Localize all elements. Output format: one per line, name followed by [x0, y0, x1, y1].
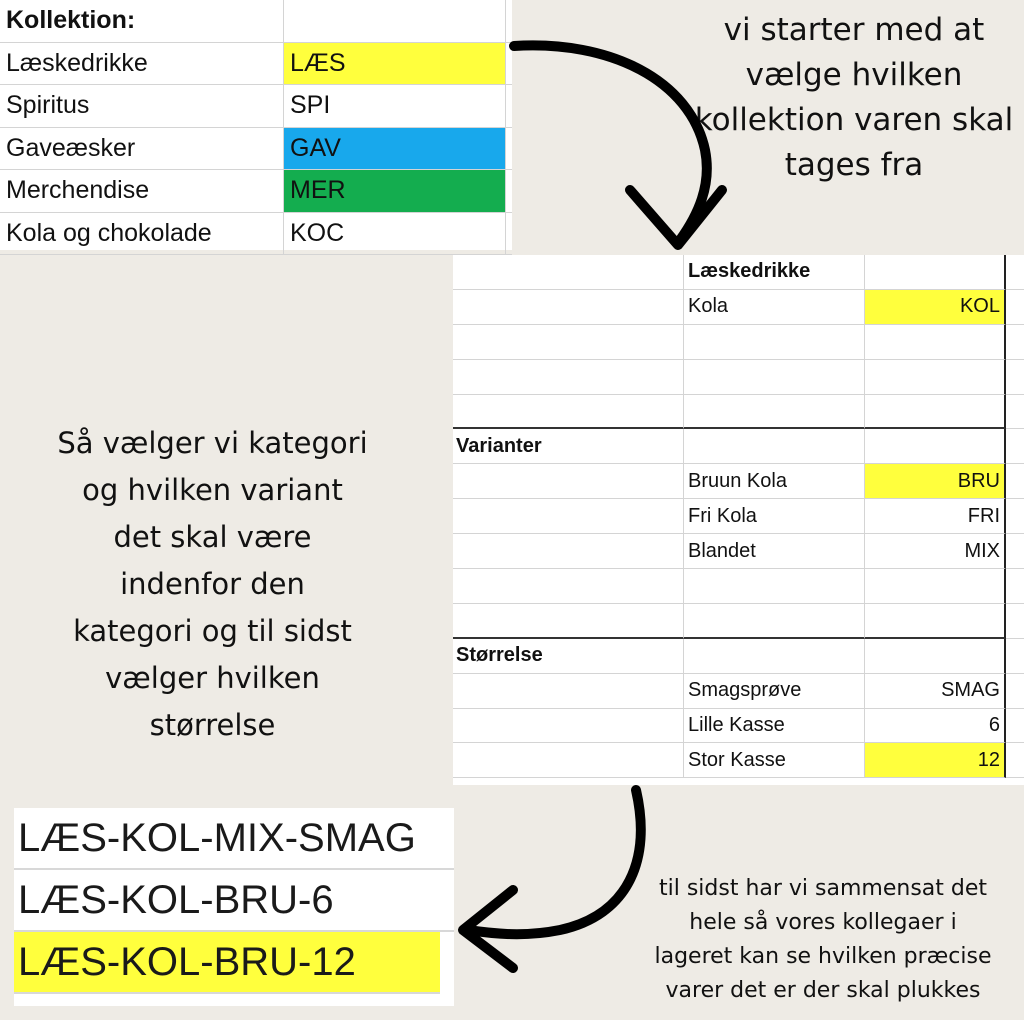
collection-name-cell[interactable]: Læskedrikke: [0, 43, 284, 86]
variant-name-cell[interactable]: Bruun Kola: [684, 464, 865, 499]
collection-code-cell[interactable]: MER: [284, 170, 506, 213]
collection-header[interactable]: Kollektion:: [0, 0, 284, 43]
size-name-cell[interactable]: Smagsprøve: [684, 674, 865, 709]
variant-code-cell[interactable]: MIX: [865, 534, 1006, 569]
collection-code-cell[interactable]: GAV: [284, 128, 506, 171]
variant-code-cell[interactable]: BRU: [865, 464, 1006, 499]
size-code-cell[interactable]: 6: [865, 709, 1006, 744]
size-code-cell[interactable]: SMAG: [865, 674, 1006, 709]
collection-code-cell[interactable]: LÆS: [284, 43, 506, 86]
collection-code-cell[interactable]: KOC: [284, 213, 506, 256]
sizes-title[interactable]: Størrelse: [453, 639, 684, 674]
note-category-variant: Så vælger vi kategori og hvilken variant det skal være indenfor den kategori og til sidst vælger hvilken størrelse: [57, 426, 368, 742]
size-name-cell[interactable]: Stor Kasse: [684, 743, 865, 778]
collection-name-cell[interactable]: Merchendise: [0, 170, 284, 213]
collection-name-cell[interactable]: Kola og chokolade: [0, 213, 284, 256]
category-code-cell[interactable]: KOL: [865, 290, 1006, 325]
curved-arrow-icon: [463, 790, 641, 968]
variant-code-cell[interactable]: FRI: [865, 499, 1006, 534]
collection-code-cell[interactable]: SPI: [284, 85, 506, 128]
size-name-cell[interactable]: Lille Kasse: [684, 709, 865, 744]
variant-name-cell[interactable]: Fri Kola: [684, 499, 865, 534]
category-name-cell[interactable]: Kola: [684, 290, 865, 325]
variants-title[interactable]: Varianter: [453, 429, 684, 464]
detail-collection-title[interactable]: Læskedrikke: [684, 255, 865, 290]
sku-code-highlighted: LÆS-KOL-BRU-12: [14, 932, 440, 994]
sku-code: LÆS-KOL-BRU-6: [14, 870, 454, 932]
size-code-cell[interactable]: 12: [865, 743, 1006, 778]
collection-name-cell[interactable]: Gaveæsker: [0, 128, 284, 171]
collection-name-cell[interactable]: Spiritus: [0, 85, 284, 128]
variant-name-cell[interactable]: Blandet: [684, 534, 865, 569]
curved-arrow-icon: [514, 45, 722, 245]
note-collection: vi starter med at vælge hvilken kollektion varen skal tages fra: [694, 12, 1014, 183]
sku-code: LÆS-KOL-MIX-SMAG: [14, 808, 454, 870]
note-final: til sidst har vi sammensat det hele så vores kollegaer i lageret kan se hvilken præcise varer det er der skal plukkes: [654, 876, 992, 1003]
